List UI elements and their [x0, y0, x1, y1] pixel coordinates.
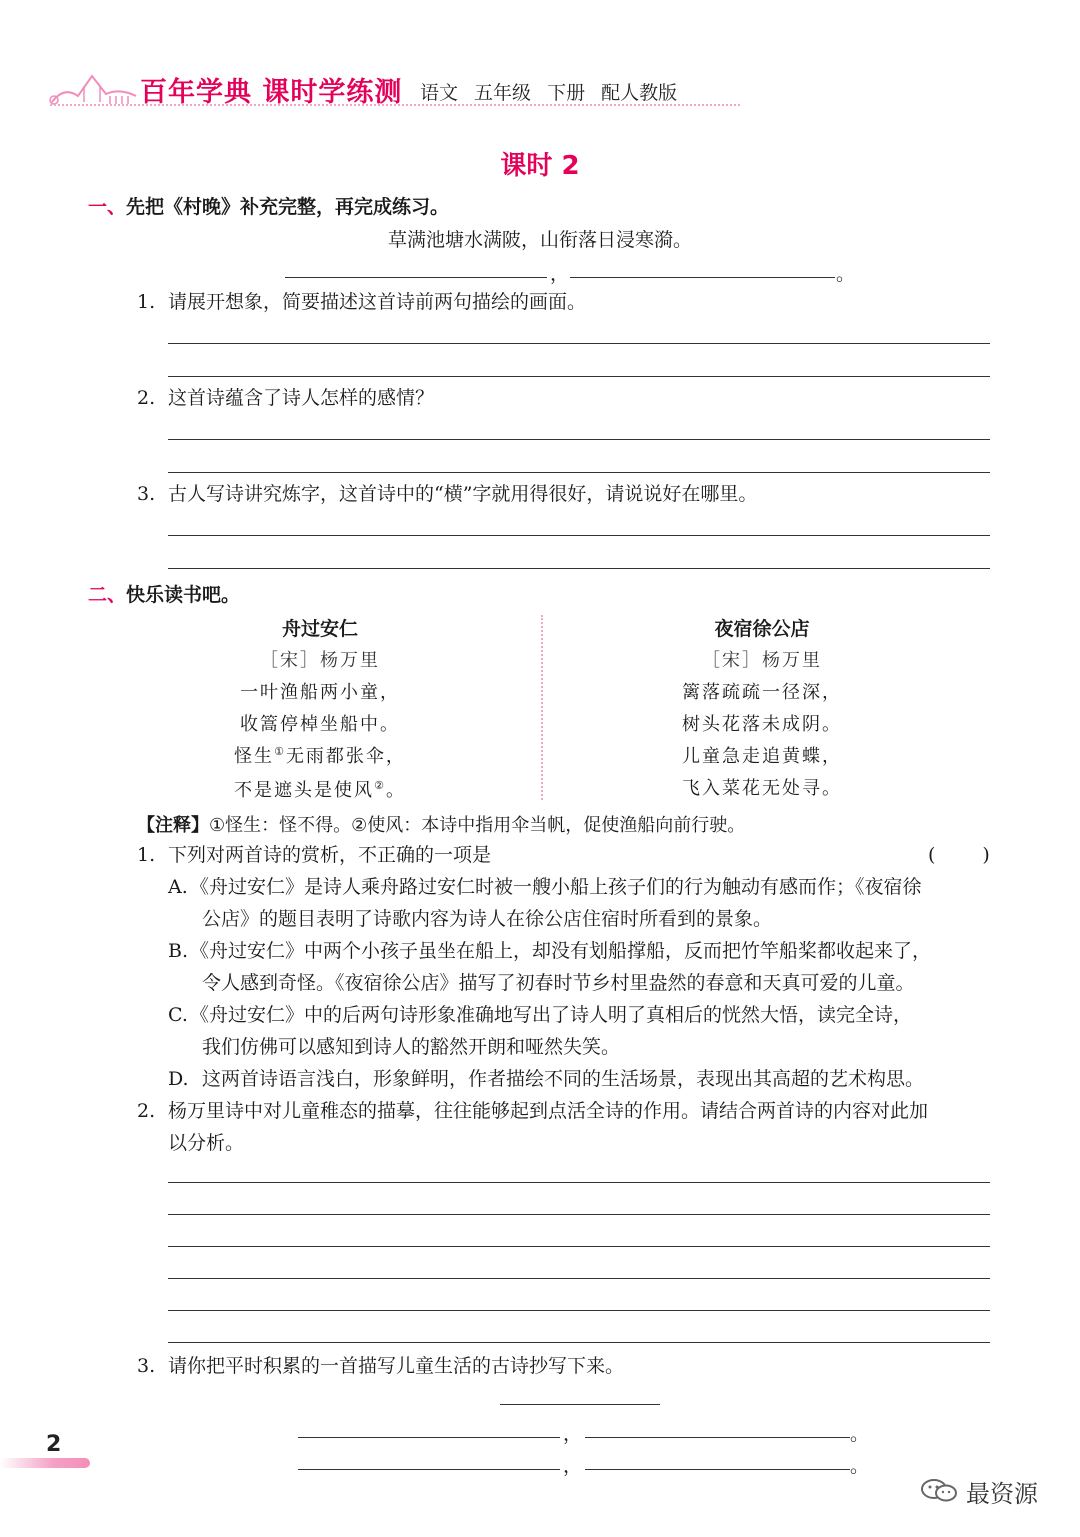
s1-q3-number: 3.: [137, 483, 156, 505]
poem-blank-1[interactable]: [285, 277, 547, 278]
poem1-line-4b: 。: [385, 780, 406, 801]
poem-blank-2[interactable]: [570, 277, 835, 278]
option-a-text-2: 公店》的题目表明了诗歌内容为诗人在徐公店住宿时所看到的景象。: [202, 908, 773, 930]
header-brand: 百年学典 课时学练测: [140, 77, 403, 108]
copy-comma: ，: [563, 1455, 583, 1477]
poem2-line-3: 儿童急走追黄蝶，: [682, 746, 842, 767]
copy-blank[interactable]: [298, 1437, 560, 1438]
answer-bracket[interactable]: ( ): [928, 844, 993, 866]
poem-blank-comma: ，: [550, 263, 570, 285]
option-b-text-2: 令人感到奇怪。《夜宿徐公店》描写了初春时节乡村里盎然的春意和天真可爱的儿童。: [202, 972, 915, 994]
section1-heading: [88, 192, 449, 219]
note-mark-2: ②: [374, 779, 386, 792]
s1-q3-text: 古人写诗讲究炼字，这首诗中的“横”字就用得很好，请说说好在哪里。: [168, 483, 758, 505]
answer-line[interactable]: [168, 535, 990, 536]
page-title: 课时 2: [500, 151, 580, 181]
s1-q2-text: 这首诗蕴含了诗人怎样的感情？: [168, 387, 435, 409]
s1-q2-number: 2.: [137, 387, 156, 409]
s1-q1-text: 请展开想象，简要描述这首诗前两句描绘的画面。: [168, 291, 587, 313]
option-c-label[interactable]: C.: [168, 1004, 188, 1026]
answer-line[interactable]: [168, 472, 990, 473]
answer-line[interactable]: [168, 376, 990, 377]
section1-number: 一、: [88, 196, 127, 218]
annotation-label: 【注释】: [137, 815, 209, 836]
answer-line[interactable]: [168, 1182, 990, 1183]
s2-q2-text-1: 杨万里诗中对儿童稚态的描摹，往往能够起到点活全诗的作用。请结合两首诗的内容对此加: [168, 1100, 929, 1122]
page-bar: [0, 1458, 90, 1468]
answer-line[interactable]: [168, 1342, 990, 1343]
s2-q1-number: 1.: [137, 844, 156, 866]
note-mark-1: ①: [274, 745, 286, 758]
answer-line[interactable]: [168, 1310, 990, 1311]
poem1-line-4a: 不是遮头是使风: [234, 780, 375, 801]
section2-heading: [88, 580, 240, 607]
wechat-icon: [920, 1477, 960, 1503]
poem1-line-2: 收篙停棹坐船中。: [240, 714, 400, 735]
answer-line[interactable]: [168, 1214, 990, 1215]
option-d-text-1: 这两首诗语言浅白，形象鲜明，作者描绘不同的生活场景，表现出其高超的艺术构思。: [202, 1068, 925, 1090]
answer-line[interactable]: [168, 439, 990, 440]
cunwan-poem-line: 草满池塘水满陂，山衔落日浸寒漪。: [387, 229, 692, 251]
poem2-author: ［宋］杨万里: [702, 650, 822, 671]
poem1-line-1: 一叶渔船两小童，: [240, 682, 400, 703]
poem1-line-3: [170, 742, 470, 768]
poem2-line-2: 树头花落未成阴。: [682, 714, 842, 735]
poem2-line-4: 飞入菜花无处寻。: [682, 778, 842, 799]
option-c-text-1: 《舟过安仁》中的后两句诗形象准确地写出了诗人明了真相后的恍然大悟，读完全诗，: [190, 1004, 913, 1026]
option-b-text-1: 《舟过安仁》中两个小孩子虽坐在船上，却没有划船撑船，反而把竹竿船桨都收起来了，: [190, 940, 932, 962]
annotation: [137, 811, 745, 837]
poem1-title: 舟过安仁: [281, 618, 358, 640]
copy-blank[interactable]: [585, 1437, 850, 1438]
header-info: 语文 五年级 下册 配人教版: [420, 82, 678, 104]
poem1-line-3a: 怪生: [234, 746, 275, 767]
section2-label: 快乐读书吧。: [126, 584, 241, 606]
copy-title-blank[interactable]: [500, 1404, 660, 1405]
option-d-label[interactable]: D.: [168, 1068, 189, 1090]
s1-q1-number: 1.: [137, 291, 156, 313]
s2-q1-text: 下列对两首诗的赏析，不正确的一项是: [168, 844, 492, 866]
copy-blank[interactable]: [585, 1469, 850, 1470]
poem1-author: ［宋］杨万里: [260, 650, 380, 671]
option-a-text-1: 《舟过安仁》是诗人乘舟路过安仁时被一艘小船上孩子们的行为触动有感而作；《夜宿徐: [190, 876, 922, 898]
copy-blank[interactable]: [298, 1469, 560, 1470]
poem2-line-1: 篱落疏疏一径深，: [682, 682, 842, 703]
annotation-text: ①怪生：怪不得。②使风：本诗中指用伞当帆，促使渔船向前行驶。: [209, 815, 746, 836]
copy-period: 。: [850, 1455, 870, 1477]
poem-blank-period: 。: [836, 263, 856, 285]
page-number: 2: [46, 1432, 62, 1457]
section1-label: 先把《村晚》补充完整，再完成练习。: [126, 196, 450, 218]
poem2-title: 夜宿徐公店: [714, 618, 810, 640]
s2-q2-text-2: 以分析。: [168, 1132, 245, 1154]
header-divider: [50, 104, 740, 106]
copy-comma: ，: [563, 1423, 583, 1445]
copy-period: 。: [850, 1423, 870, 1445]
answer-line[interactable]: [168, 343, 990, 344]
answer-line[interactable]: [168, 1278, 990, 1279]
s2-q2-number: 2.: [137, 1100, 156, 1122]
watermark-text: 最资源: [966, 1480, 1038, 1508]
header-house-decoration: [44, 66, 144, 108]
answer-line[interactable]: [168, 568, 990, 569]
poem1-line-3b: 无雨都张伞，: [285, 746, 406, 767]
option-c-text-2: 我们仿佛可以感知到诗人的豁然开朗和哑然失笑。: [202, 1036, 621, 1058]
option-a-label[interactable]: A.: [168, 876, 188, 898]
s2-q3-text: 请你把平时积累的一首描写儿童生活的古诗抄写下来。: [168, 1355, 625, 1377]
poem-divider: [541, 615, 543, 800]
answer-line[interactable]: [168, 1246, 990, 1247]
option-b-label[interactable]: B.: [168, 940, 189, 962]
poem1-line-4: [170, 776, 470, 802]
s2-q3-number: 3.: [137, 1355, 156, 1377]
section2-number: 二、: [88, 584, 127, 606]
